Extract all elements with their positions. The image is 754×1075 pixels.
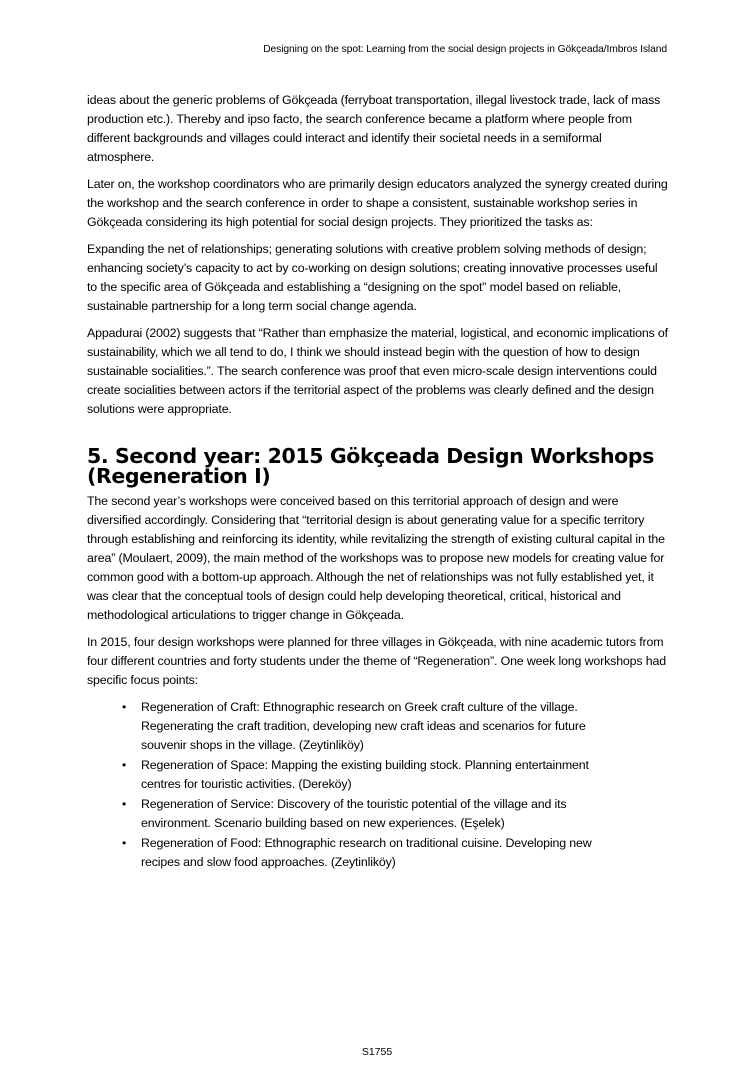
bullet-icon: • [122,797,127,811]
section-heading: 5. Second year: 2015 Gökçeada Design Workshops (Regeneration I) [87,444,654,488]
paragraph-territorial-approach: The second year’s workshops were conceived based on this territorial approach of design and were diversified accordingly. Considering that “territorial design is about generating value for a specific territory through establishing and reinforcing its identity, while revitalizing the strength of existing cultural capital in the area” (Moulaert, 2009), the main method of the workshops was to propose new models for creating value for common good with a bottom-up approach. Although the net of relationships was not fully established yet, it was clear that the conceptual tools of design could help developing theoretical, critical, historical and methodological articulations to trigger change in Gökçeada. [87,494,665,622]
list-item [122,795,669,833]
focus-points-list [87,698,669,872]
list-item-text: Regeneration of Service: Discovery of the touristic potential of the village and its environment. Scenario building based on new experiences. (Eşelek) [141,797,567,830]
running-header: Designing on the spot: Learning from the social design projects in Gökçeada/Imbros Island [263,44,667,55]
page-content [87,91,669,873]
paragraph-appadurai: Appadurai (2002) suggests that “Rather than emphasize the material, logistical, and economic implications of sustainability, which we all tend to do, I think we should instead begin with the question of how to design sustainable socialities.”. The search conference was proof that even micro-scale design interventions could create socialities between actors if the territorial aspect of the problems was clearly defined and the design solutions were appropriate. [87,326,668,416]
list-item [122,834,669,872]
paragraph-coordinators: Later on, the workshop coordinators who are primarily design educators analyzed the synergy created during the workshop and the search conference in order to shape a consistent, sustainable workshop series in Gökçeada considering its high potential for social design projects. They prioritized the tasks as: [87,177,668,229]
list-item-text: Regeneration of Space: Mapping the existing building stock. Planning entertainment centres for touristic activities. (Dereköy) [141,758,589,791]
bullet-icon: • [122,836,127,850]
list-item [122,756,669,794]
bullet-icon: • [122,700,127,714]
list-item-text: Regeneration of Food: Ethnographic research on traditional cuisine. Developing new recipes and slow food approaches. (Zeytinliköy) [141,836,592,869]
list-item [122,698,669,755]
bullet-icon: • [122,758,127,772]
paragraph-tasks: Expanding the net of relationships; generating solutions with creative problem solving methods of design; enhancing society’s capacity to act by co-working on design solutions; creating innovative processes useful to the specific area of Gökçeada and establishing a “designing on the spot” model based on reliable, sustainable partnership for a long term social change agenda. [87,242,658,313]
paragraph-2015-workshops: In 2015, four design workshops were planned for three villages in Gökçeada, with nine academic tutors from four different countries and forty students under the theme of “Regeneration”. One week long workshops had specific focus points: [87,635,666,687]
list-item-text: Regeneration of Craft: Ethnographic research on Greek craft culture of the village. Regenerating the craft tradition, developing new craft ideas and scenarios for future souvenir shops in the village. (Zeytinliköy) [141,700,586,752]
paragraph-search-conference: ideas about the generic problems of Gökçeada (ferryboat transportation, illegal livestock trade, lack of mass production etc.). Thereby and ipso facto, the search conference became a platform where people from different backgrounds and villages could interact and identify their societal needs in a semiformal atmosphere. [87,93,661,164]
page-number: S1755 [361,1046,393,1058]
